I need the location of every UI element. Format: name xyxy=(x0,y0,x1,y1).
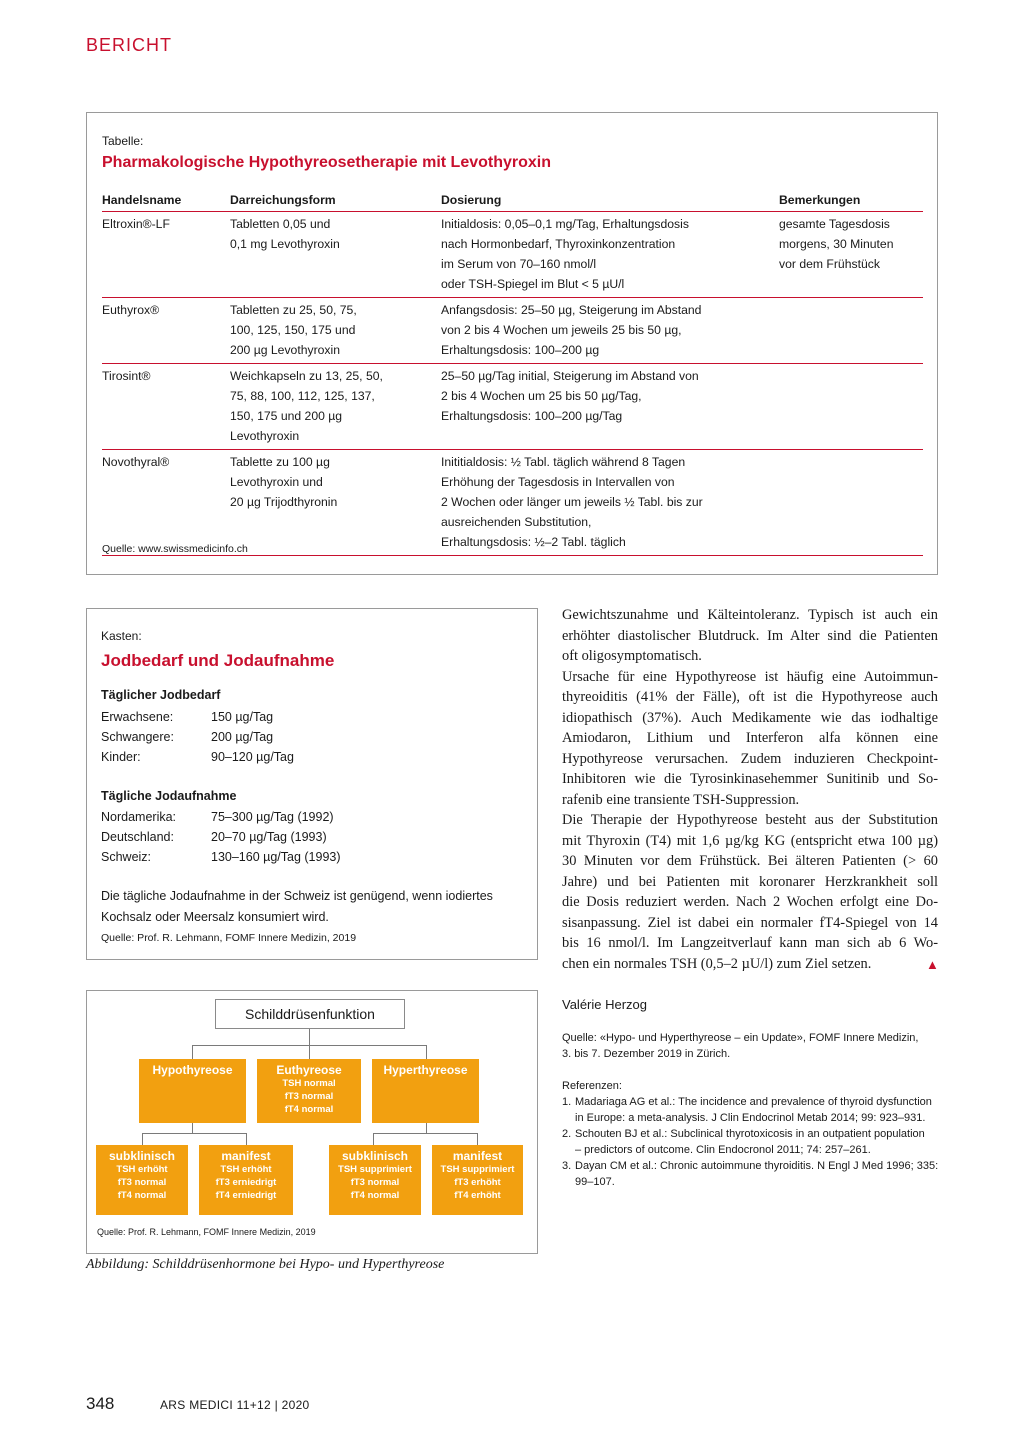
intake-heading: Tägliche Jodaufnahme xyxy=(101,789,237,803)
intake-note: Die tägliche Jodaufnahme in der Schweiz ist genügend, wenn iodiertes xyxy=(101,889,493,903)
cell-note xyxy=(779,450,923,556)
ref-number: 2. xyxy=(562,1128,572,1140)
text-line: mit Thyroxin (T4) mit 1,6 µg/kg KG (entspricht etwa 100 µg) xyxy=(562,832,938,849)
cell-name: Euthyrox® xyxy=(102,298,230,364)
cell-form: Weichkapseln zu 13, 25, 50, 75, 88, 100, 112, 125, 137, 150, 175 und 200 µg Levothyroxin xyxy=(230,364,441,450)
intake-row: Schweiz: 130–160 µg/Tag (1993) xyxy=(101,850,341,864)
node-euthyreose: Euthyreose TSH normal fT3 normal fT4 normal xyxy=(257,1059,361,1123)
cell-note xyxy=(779,364,923,450)
page-number: 348 xyxy=(86,1394,115,1413)
node-hypothyreose: Hypothyreose xyxy=(139,1059,246,1123)
cell-name: Tirosint® xyxy=(102,364,230,450)
text-line: erhöhter diastolischer Blutdruck. Im Alter sind die Patienten xyxy=(562,627,938,644)
table-header-row xyxy=(102,193,923,212)
text-line: Gewichtszunahme und Kälteintoleranz. Typisch ist auch ein xyxy=(562,607,938,623)
text-line: Ursache für eine Hypothyreose ist häufig eine Autoimmun- xyxy=(562,668,938,685)
cell-note: gesamte Tagesdosis morgens, 30 Minuten vor dem Frühstück xyxy=(779,212,923,298)
col-header: Dosierung xyxy=(441,193,779,212)
text-line: Amiodaron, Lithium und Interferon alfa können eine xyxy=(562,730,938,746)
article-source: 3. bis 7. Dezember 2019 in Zürich. xyxy=(562,1048,731,1060)
cell-form: Tabletten 0,05 und 0,1 mg Levothyroxin xyxy=(230,212,441,298)
ref-text: – predictors of outcome. Clin Endocronol 2011; 74: 257–261. xyxy=(575,1144,871,1156)
table-source: Quelle: www.swissmedicinfo.ch xyxy=(102,543,248,555)
figure-caption: Abbildung: Schilddrüsenhormone bei Hypo- und Hyperthyreose xyxy=(86,1257,445,1272)
cell-name: Novothyral® xyxy=(102,450,230,556)
intake-row: Deutschland: 20–70 µg/Tag (1993) xyxy=(101,830,327,844)
refs-heading: Referenzen: xyxy=(562,1080,622,1092)
table-row xyxy=(102,364,923,450)
ref-text: Dayan CM et al.: Chronic autoimmune thyroiditis. N Engl J Med 1996; 335: xyxy=(575,1160,939,1172)
node-hypo-manifest: manifest TSH erhöht fT3 erniedrigt fT4 erniedrigt xyxy=(199,1145,293,1215)
box-label: Kasten: xyxy=(101,629,142,643)
section-heading: BERICHT xyxy=(86,35,173,55)
text-line: Hypothyreose verursachen. Zudem induzieren Checkpoint- xyxy=(562,750,938,767)
intake-note: Kochsalz oder Meersalz konsumiert wird. xyxy=(101,910,329,924)
cell-name: Eltroxin®-LF xyxy=(102,212,230,298)
cell-dose: Inititialdosis: ½ Tabl. täglich während 8 Tagen Erhöhung der Tagesdosis in Intervallen von 2 Wochen oder länger um jeweils ½ Tabl. bis zur ausreichenden Substitution, Erhaltungsdosis: ½–2 Tabl. täglich xyxy=(441,450,779,556)
need-row: Schwangere: 200 µg/Tag xyxy=(101,730,274,744)
box-source: Quelle: Prof. R. Lehmann, FOMF Innere Medizin, 2019 xyxy=(101,932,357,944)
node-hypo-subclinical: subklinisch TSH erhöht fT3 normal fT4 normal xyxy=(96,1145,188,1215)
diagram-source: Quelle: Prof. R. Lehmann, FOMF Innere Medizin, 2019 xyxy=(97,1227,316,1237)
journal-name: ARS MEDICI 11+12 | 2020 xyxy=(160,1398,310,1412)
ref-number: 1. xyxy=(562,1096,572,1108)
need-row: Kinder: 90–120 µg/Tag xyxy=(101,750,294,764)
cell-form: Tablette zu 100 µg Levothyroxin und 20 µg Trijodthyronin xyxy=(230,450,441,556)
node-hyperthyreose: Hyperthyreose xyxy=(372,1059,479,1123)
table-label: Tabelle: xyxy=(102,134,144,148)
text-line: Inhibitoren wie die Tyrosinkinasehemmer Sunitinib und So- xyxy=(562,771,938,787)
therapy-table xyxy=(102,193,923,556)
thyroid-diagram xyxy=(86,990,538,1254)
iodine-box xyxy=(86,608,538,960)
table-row xyxy=(102,212,923,298)
col-header: Darreichungsform xyxy=(230,193,441,212)
text-line: Jahre) und bei Patienten mit koronarer Herzkrankheit soll xyxy=(562,873,938,890)
ref-number: 3. xyxy=(562,1160,572,1172)
ref-text: Schouten BJ et al.: Subclinical thyrotoxicosis in an outpatient population xyxy=(575,1128,925,1140)
node-hyper-manifest: manifest TSH supprimiert fT3 erhöht fT4 erhöht xyxy=(432,1145,523,1215)
col-header: Bemerkungen xyxy=(779,193,923,212)
author: Valérie Herzog xyxy=(562,997,648,1012)
table-title: Pharmakologische Hypothyreosetherapie mit Levothyroxin xyxy=(102,154,552,171)
text-line: chen ein normales TSH (0,5–2 µU/l) zum Ziel setzen. xyxy=(562,955,872,972)
need-row: Erwachsene: 150 µg/Tag xyxy=(101,710,274,724)
text-line: thyreoiditis (41% der Fälle), oft ist die Hypothyreose auch xyxy=(562,689,938,705)
table-row xyxy=(102,298,923,364)
need-heading: Täglicher Jodbedarf xyxy=(101,688,221,702)
box-title: Jodbedarf und Jodaufnahme xyxy=(101,651,335,670)
end-mark-icon: ▲ xyxy=(926,957,939,972)
ref-text: Madariaga AG et al.: The incidence and prevalence of thyroid dysfunction xyxy=(575,1096,932,1108)
ref-text: in Europe: a meta-analysis. J Clin Endocrinol Metab 2014; 99: 923–931. xyxy=(575,1112,926,1124)
node-hyper-subclinical: subklinisch TSH supprimiert fT3 normal fT4 normal xyxy=(329,1145,421,1215)
text-line: idiopathisch (37%). Auch Medikamente wie das iodhaltige xyxy=(562,709,938,726)
cell-form: Tabletten zu 25, 50, 75, 100, 125, 150, 175 und 200 µg Levothyroxin xyxy=(230,298,441,364)
text-line: sisanpassung. Ziel ist dabei ein normaler fT4-Spiegel von 14 xyxy=(562,914,938,931)
text-line: Die Therapie der Hypothyreose besteht aus der Substitution xyxy=(562,812,938,828)
table-row xyxy=(102,450,923,556)
ref-text: 99–107. xyxy=(575,1176,615,1188)
text-line: oft oligosymptomatisch. xyxy=(562,648,702,664)
root-node: Schilddrüsenfunktion xyxy=(215,999,405,1029)
intake-row: Nordamerika: 75–300 µg/Tag (1992) xyxy=(101,810,334,824)
text-line: bis 16 nmol/l. Im Langzeitverlauf kann man sich ab 6 Wo- xyxy=(562,935,938,951)
text-line: rafenib eine transiente TSH-Suppression. xyxy=(562,791,800,808)
cell-note xyxy=(779,298,923,364)
cell-dose: Initialdosis: 0,05–0,1 mg/Tag, Erhaltungsdosis nach Hormonbedarf, Thyroxinkonzentration im Serum von 70–160 nmol/l oder TSH-Spiegel im Blut < 5 µU/l xyxy=(441,212,779,298)
text-line: die Dosis reduziert werden. Nach 2 Wochen erfolgt eine Do- xyxy=(562,894,938,910)
cell-dose: 25–50 µg/Tag initial, Steigerung im Abstand von 2 bis 4 Wochen um 25 bis 50 µg/Tag, Erhaltungsdosis: 100–200 µg/Tag xyxy=(441,364,779,450)
article-source: Quelle: «Hypo- und Hyperthyreose – ein Update», FOMF Innere Medizin, xyxy=(562,1032,919,1044)
table-box xyxy=(86,112,938,575)
col-header: Handelsname xyxy=(102,193,230,212)
text-line: 30 Minuten vor dem Frühstück. Bei älteren Patienten (> 60 xyxy=(562,853,938,869)
cell-dose: Anfangsdosis: 25–50 µg, Steigerung im Abstand von 2 bis 4 Wochen um jeweils 25 bis 50 µg, Erhaltungsdosis: 100–200 µg xyxy=(441,298,779,364)
